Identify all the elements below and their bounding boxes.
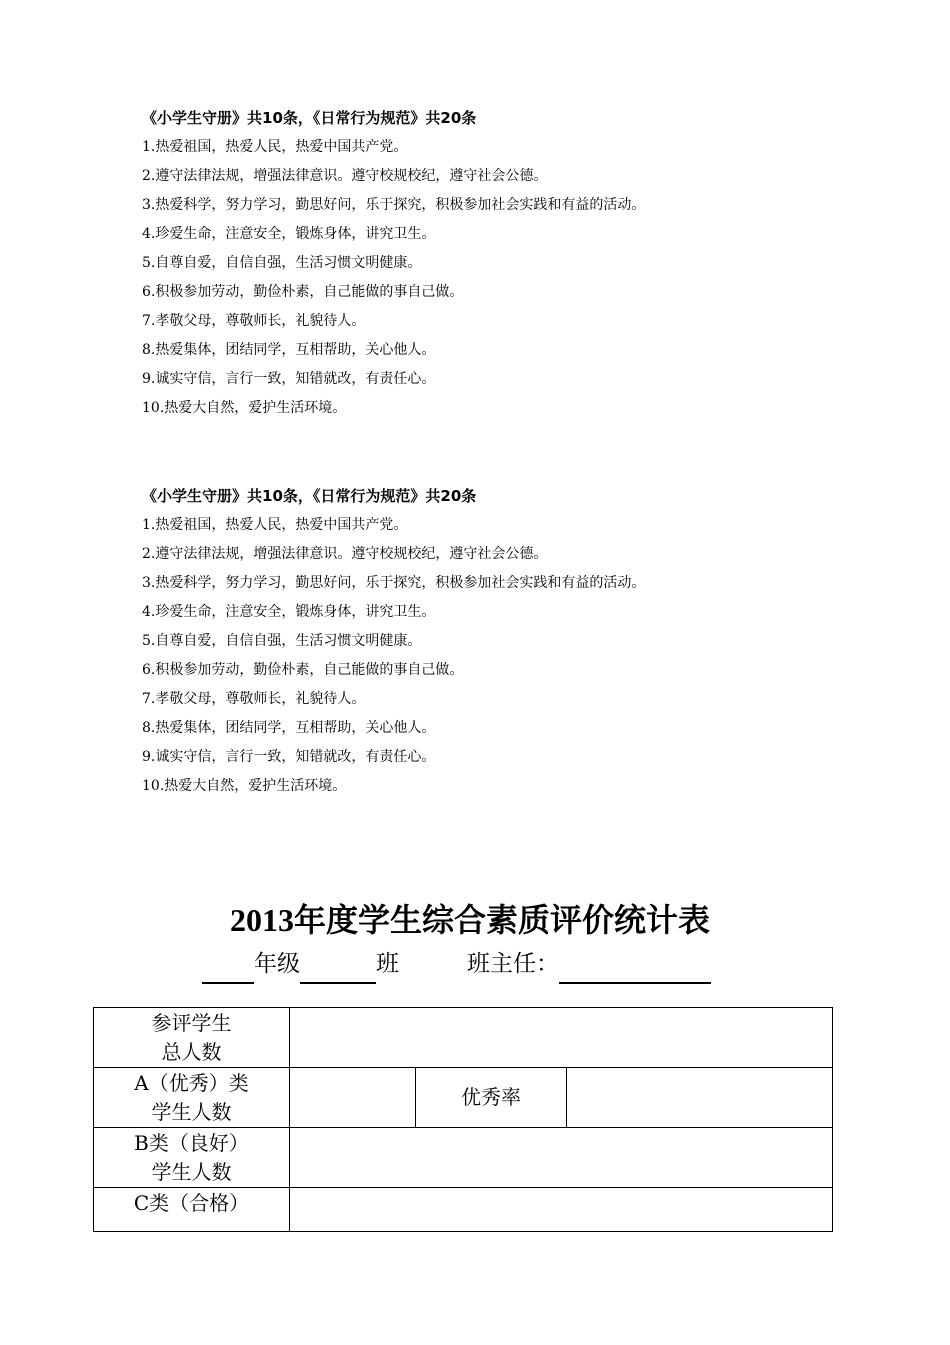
rule-item: 2.遵守法律法规，增强法律意识。遵守校规校纪，遵守社会公德。 (142, 168, 548, 184)
total-students-cell[interactable] (290, 1008, 833, 1068)
rule-item: 10.热爱大自然，爱护生活环境。 (142, 778, 347, 794)
c-class-label: C类（合格） (94, 1188, 290, 1232)
form-title: 2013年度学生综合素质评价统计表 (229, 902, 710, 938)
rule-item: 9.诚实守信，言行一致，知错就改，有责任心。 (142, 749, 436, 765)
rule-item: 9.诚实守信，言行一致，知错就改，有责任心。 (142, 371, 436, 387)
rule-item: 3.热爱科学，努力学习，勤思好问，乐于探究，积极参加社会实践和有益的活动。 (142, 197, 646, 213)
a-class-label: A（优秀）类 学生人数 (94, 1068, 290, 1128)
a-class-count-cell[interactable] (290, 1068, 416, 1128)
rule-item: 5.自尊自爱，自信自强，生活习惯文明健康。 (142, 633, 422, 649)
table-row (94, 1128, 833, 1188)
rule-item: 8.热爱集体，团结同学，互相帮助，关心他人。 (142, 342, 436, 358)
rule-item: 7.孝敬父母，尊敬师长，礼貌待人。 (142, 691, 366, 707)
grade-label: 年级 (254, 951, 300, 977)
teacher-label: 班主任： (467, 951, 559, 977)
rule-item: 8.热爱集体，团结同学，互相帮助，关心他人。 (142, 720, 436, 736)
table-row (94, 1008, 833, 1068)
class-blank[interactable] (300, 954, 376, 984)
total-students-label: 参评学生 总人数 (94, 1008, 290, 1068)
rule-item: 4.珍爱生命，注意安全，锻炼身体，讲究卫生。 (142, 604, 436, 620)
excellence-rate-label: 优秀率 (416, 1068, 567, 1128)
table-row (94, 1188, 833, 1232)
b-class-count-cell[interactable] (290, 1128, 833, 1188)
rule-item: 3.热爱科学，努力学习，勤思好问，乐于探究，积极参加社会实践和有益的活动。 (142, 575, 646, 591)
table-row (94, 1068, 833, 1128)
rule-list (142, 511, 862, 801)
class-label: 班 (376, 951, 399, 977)
teacher-blank[interactable] (559, 954, 711, 984)
excellence-rate-cell[interactable] (567, 1068, 833, 1128)
rule-list (142, 133, 862, 423)
section-title: 《小学生守册》共10条，《日常行为规范》共20条 (142, 109, 477, 127)
rule-item: 10.热爱大自然，爱护生活环境。 (142, 400, 347, 416)
rule-item: 7.孝敬父母，尊敬师长，礼貌待人。 (142, 313, 366, 329)
rules-section-2 (142, 482, 862, 801)
rule-item: 6.积极参加劳动，勤俭朴素，自己能做的事自己做。 (142, 284, 464, 300)
rule-item: 6.积极参加劳动，勤俭朴素，自己能做的事自己做。 (142, 662, 464, 678)
rules-section-1 (142, 104, 862, 423)
rule-item: 1.热爱祖国，热爱人民，热爱中国共产党。 (142, 139, 408, 155)
section-title: 《小学生守册》共10条，《日常行为规范》共20条 (142, 487, 477, 505)
grade-blank[interactable] (202, 954, 254, 984)
rule-item: 5.自尊自爱，自信自强，生活习惯文明健康。 (142, 255, 422, 271)
b-class-label: B类（良好） 学生人数 (94, 1128, 290, 1188)
rule-item: 1.热爱祖国，热爱人民，热爱中国共产党。 (142, 517, 408, 533)
evaluation-stats-table (93, 1007, 833, 1232)
rule-item: 2.遵守法律法规，增强法律意识。遵守校规校纪，遵守社会公德。 (142, 546, 548, 562)
rule-item: 4.珍爱生命，注意安全，锻炼身体，讲究卫生。 (142, 226, 436, 242)
form-header-fields (202, 944, 711, 984)
c-class-count-cell[interactable] (290, 1188, 833, 1232)
